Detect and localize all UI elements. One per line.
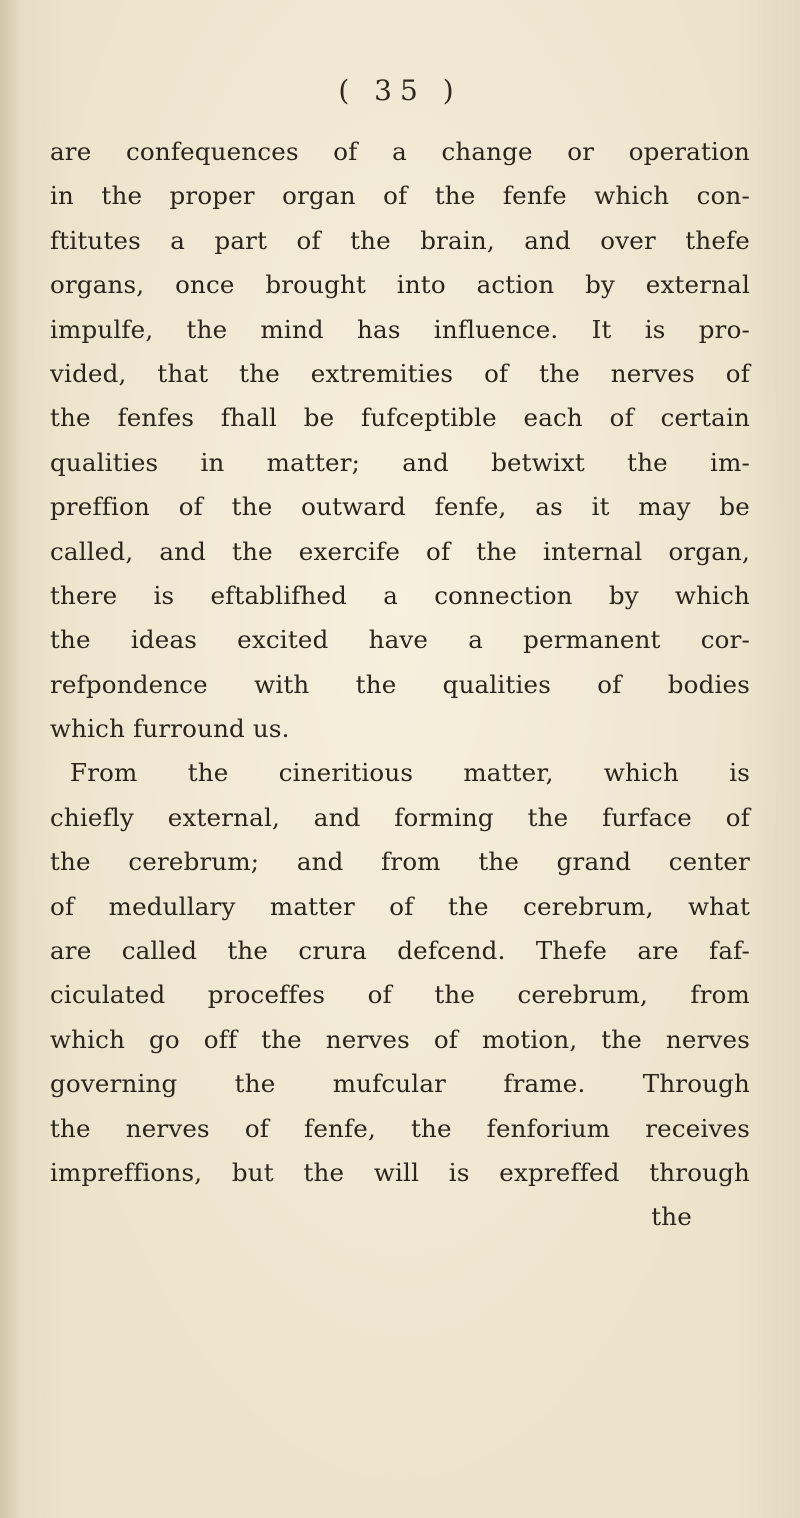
text-line: impulfe, the mind has influence. It is pro- <box>50 314 750 344</box>
text-line: which go off the nerves of motion, the nerves <box>50 1024 750 1054</box>
text-line: in the proper organ of the fenfe which con- <box>50 181 750 211</box>
text-line: preffion of the outward fenfe, as it may be <box>50 492 750 522</box>
text-line: governing the mufcular frame. Through <box>50 1069 750 1099</box>
text-line: qualities in matter; and betwixt the im- <box>50 447 750 477</box>
page-gutter-shadow <box>0 0 22 1518</box>
text-line: the fenfes fhall be fufceptible each of certain <box>50 403 750 433</box>
text-line: called, and the exercife of the internal organ, <box>50 536 750 566</box>
text-line: which furround us. <box>50 714 290 744</box>
text-line: From the cineritious matter, which is <box>70 758 750 788</box>
text-line: the ideas excited have a permanent cor- <box>50 625 750 655</box>
text-line: vided, that the extremities of the nerves of <box>50 358 750 388</box>
body-text <box>50 130 750 1240</box>
text-line: chiefly external, and forming the furface of <box>50 802 750 832</box>
text-line: impreffions, but the will is expreffed through <box>50 1157 750 1187</box>
text-line: there is eftablifhed a connection by which <box>50 580 750 610</box>
catchword: the <box>651 1202 692 1232</box>
text-line: ftitutes a part of the brain, and over thefe <box>50 225 750 255</box>
text-line: of medullary matter of the cerebrum, what <box>50 891 750 921</box>
text-line: are called the crura defcend. Thefe are faf- <box>50 936 750 966</box>
text-line: the cerebrum; and from the grand center <box>50 847 750 877</box>
text-line: the nerves of fenfe, the fenforium receives <box>50 1113 750 1143</box>
page-number: ( 35 ) <box>338 74 462 107</box>
text-line: organs, once brought into action by external <box>50 270 750 300</box>
text-line: are confequences of a change or operation <box>50 137 750 166</box>
text-line: refpondence with the qualities of bodies <box>50 669 750 699</box>
text-line: ciculated proceffes of the cerebrum, from <box>50 980 750 1010</box>
